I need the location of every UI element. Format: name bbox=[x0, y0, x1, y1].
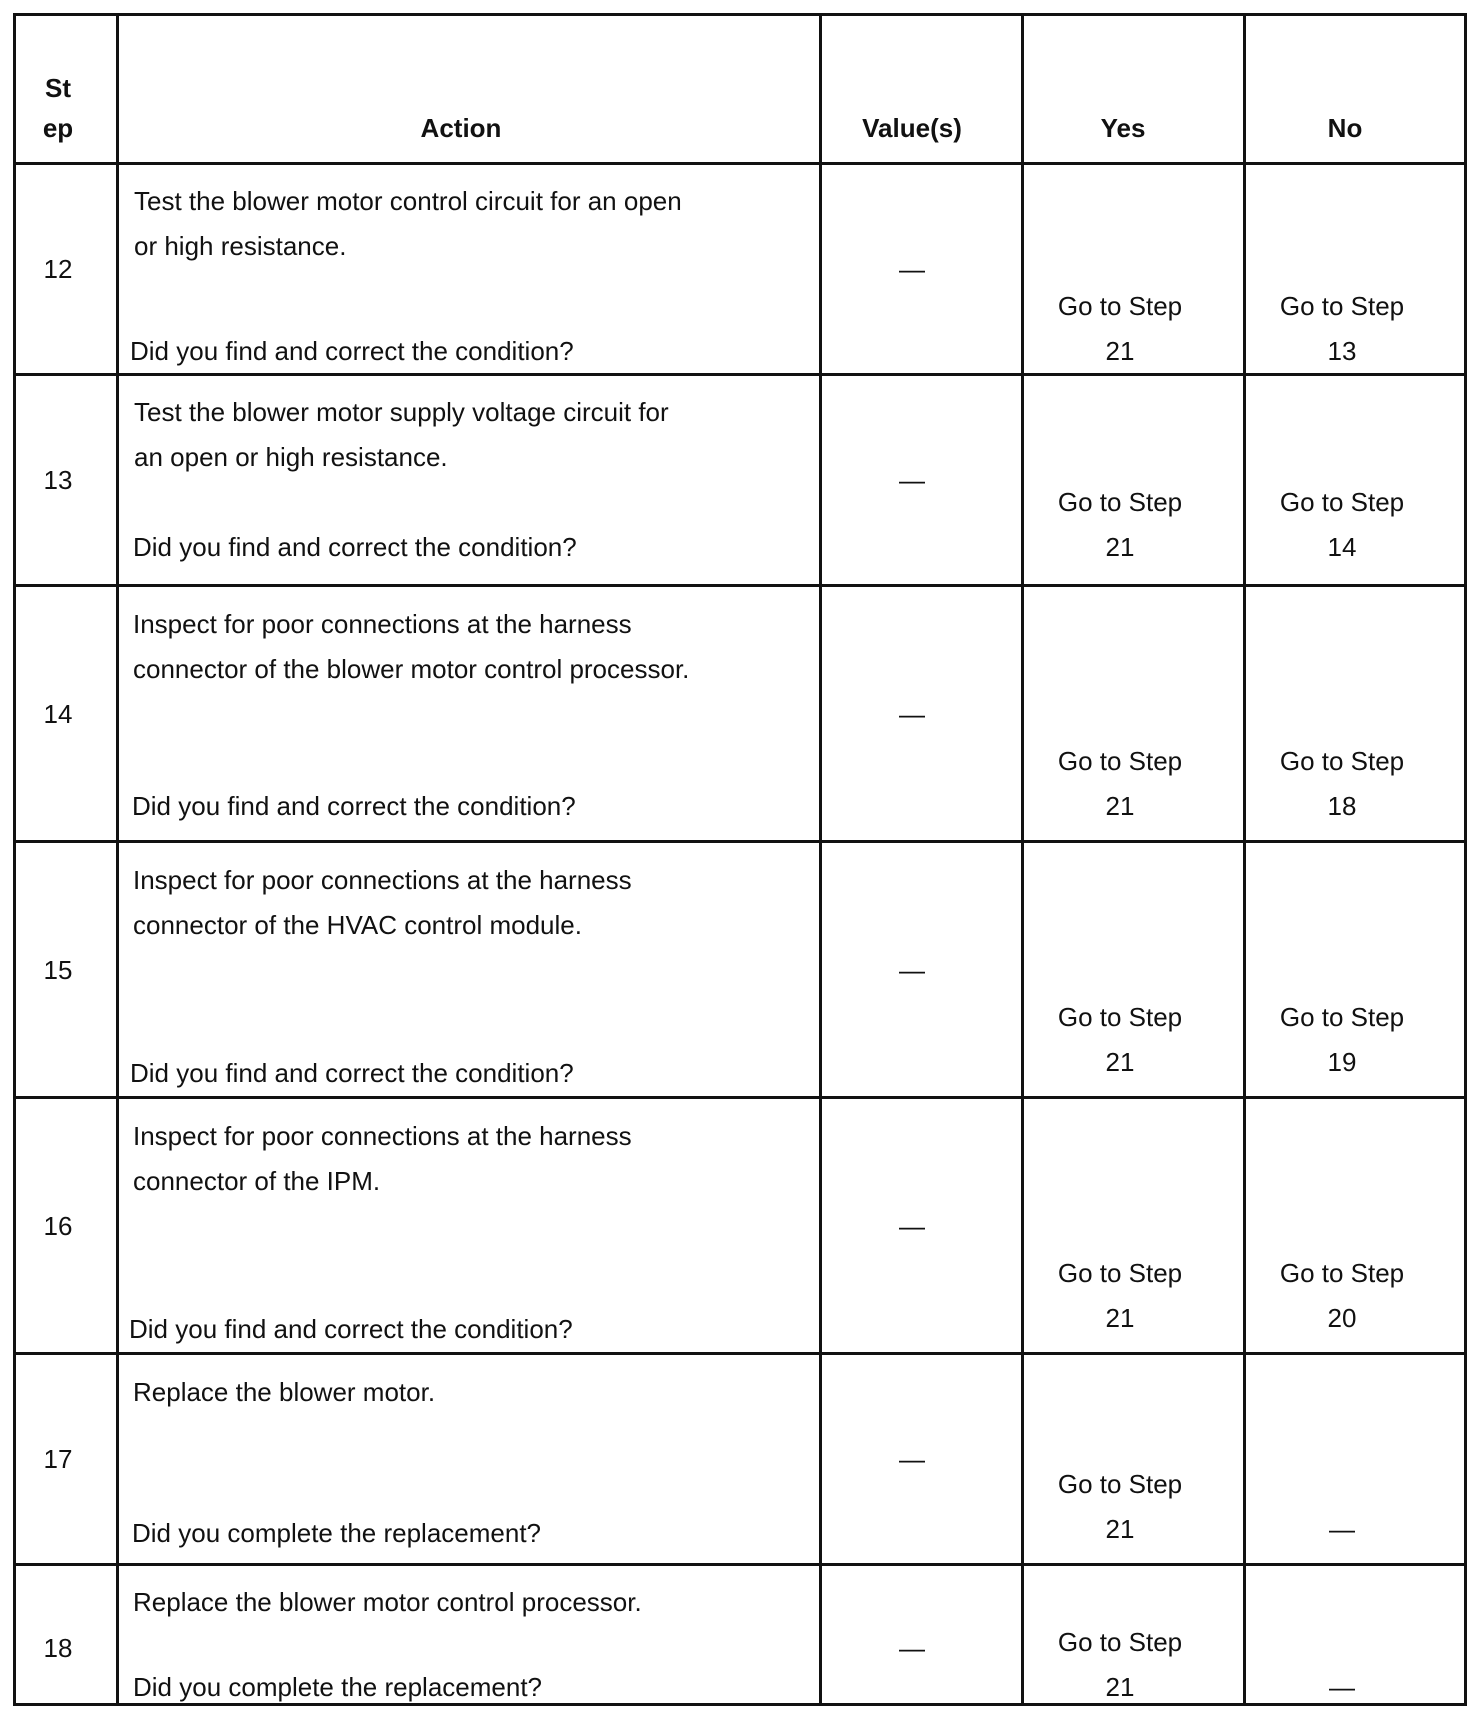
step-number: 18 bbox=[43, 1633, 73, 1663]
action-text: Replace the blower motor. bbox=[133, 1377, 436, 1407]
action-text: Test the blower motor supply voltage circuit for bbox=[134, 397, 669, 427]
table-border bbox=[1464, 13, 1467, 1706]
step-number: 15 bbox=[43, 955, 73, 985]
no-cell: Go to Step bbox=[1279, 746, 1405, 776]
column-divider bbox=[1021, 13, 1024, 1706]
yes-cell: 21 bbox=[1105, 1303, 1135, 1333]
table-border bbox=[13, 13, 16, 1706]
action-text: connector of the blower motor control processor. bbox=[133, 654, 690, 684]
action-question: Did you find and correct the condition? bbox=[132, 791, 576, 821]
column-divider bbox=[1243, 13, 1246, 1706]
no-cell: Go to Step bbox=[1279, 1258, 1405, 1288]
no-cell: Go to Step bbox=[1279, 487, 1405, 517]
action-question: Did you find and correct the condition? bbox=[130, 1058, 574, 1088]
value-cell: — bbox=[899, 1211, 925, 1241]
header-step-line2: ep bbox=[42, 113, 74, 143]
action-text: Inspect for poor connections at the harness bbox=[133, 865, 632, 895]
action-question: Did you complete the replacement? bbox=[132, 1518, 542, 1548]
diagnostic-table bbox=[13, 13, 1467, 1706]
no-cell: Go to Step bbox=[1279, 291, 1405, 321]
column-divider bbox=[819, 13, 822, 1706]
no-cell: 13 bbox=[1327, 336, 1357, 366]
no-cell: 18 bbox=[1327, 791, 1357, 821]
no-cell: 20 bbox=[1327, 1303, 1357, 1333]
row-divider bbox=[13, 584, 1467, 587]
step-number: 13 bbox=[43, 465, 73, 495]
yes-cell: 21 bbox=[1105, 1047, 1135, 1077]
yes-cell: Go to Step bbox=[1057, 291, 1183, 321]
action-question: Did you find and correct the condition? bbox=[129, 1314, 573, 1344]
yes-cell: 21 bbox=[1105, 336, 1135, 366]
action-question: Did you find and correct the condition? bbox=[130, 336, 574, 366]
yes-cell: Go to Step bbox=[1057, 1469, 1183, 1499]
value-cell: — bbox=[899, 1633, 925, 1663]
yes-cell: Go to Step bbox=[1057, 1002, 1183, 1032]
row-divider bbox=[13, 840, 1467, 843]
value-cell: — bbox=[899, 1444, 925, 1474]
step-number: 12 bbox=[43, 254, 73, 284]
step-number: 14 bbox=[43, 699, 73, 729]
yes-cell: 21 bbox=[1105, 1672, 1135, 1702]
value-cell: — bbox=[899, 955, 925, 985]
yes-cell: Go to Step bbox=[1057, 1258, 1183, 1288]
value-cell: — bbox=[899, 699, 925, 729]
yes-cell: Go to Step bbox=[1057, 746, 1183, 776]
action-text: Inspect for poor connections at the harness bbox=[133, 1121, 632, 1151]
no-cell: — bbox=[1329, 1672, 1355, 1702]
action-question: Did you find and correct the condition? bbox=[133, 532, 577, 562]
table-border bbox=[13, 13, 1467, 16]
header-action: Action bbox=[420, 113, 502, 143]
row-divider bbox=[13, 1096, 1467, 1099]
yes-cell: 21 bbox=[1105, 1514, 1135, 1544]
row-divider bbox=[13, 1352, 1467, 1355]
action-text: Inspect for poor connections at the harness bbox=[133, 609, 632, 639]
action-text: Replace the blower motor control processor. bbox=[133, 1587, 642, 1617]
action-text: connector of the HVAC control module. bbox=[133, 910, 582, 940]
header-no: No bbox=[1327, 113, 1363, 143]
yes-cell: 21 bbox=[1105, 532, 1135, 562]
row-divider bbox=[13, 373, 1467, 376]
yes-cell: 21 bbox=[1105, 791, 1135, 821]
action-question: Did you complete the replacement? bbox=[133, 1672, 543, 1702]
row-divider bbox=[13, 1563, 1467, 1566]
row-divider bbox=[13, 162, 1467, 165]
action-text: Test the blower motor control circuit for an open bbox=[134, 186, 682, 216]
no-cell: — bbox=[1329, 1514, 1355, 1544]
value-cell: — bbox=[899, 254, 925, 284]
yes-cell: Go to Step bbox=[1057, 1627, 1183, 1657]
header-yes: Yes bbox=[1100, 113, 1146, 143]
no-cell: Go to Step bbox=[1279, 1002, 1405, 1032]
no-cell: 19 bbox=[1327, 1047, 1357, 1077]
yes-cell: Go to Step bbox=[1057, 487, 1183, 517]
action-text: connector of the IPM. bbox=[133, 1166, 381, 1196]
no-cell: 14 bbox=[1327, 532, 1357, 562]
action-text: or high resistance. bbox=[134, 231, 347, 261]
action-text: an open or high resistance. bbox=[134, 442, 448, 472]
table-border bbox=[13, 1703, 1467, 1706]
header-step-line1: St bbox=[45, 73, 71, 103]
step-number: 17 bbox=[43, 1444, 73, 1474]
column-divider bbox=[116, 13, 119, 1706]
value-cell: — bbox=[899, 465, 925, 495]
header-values: Value(s) bbox=[862, 113, 962, 143]
step-number: 16 bbox=[43, 1211, 73, 1241]
